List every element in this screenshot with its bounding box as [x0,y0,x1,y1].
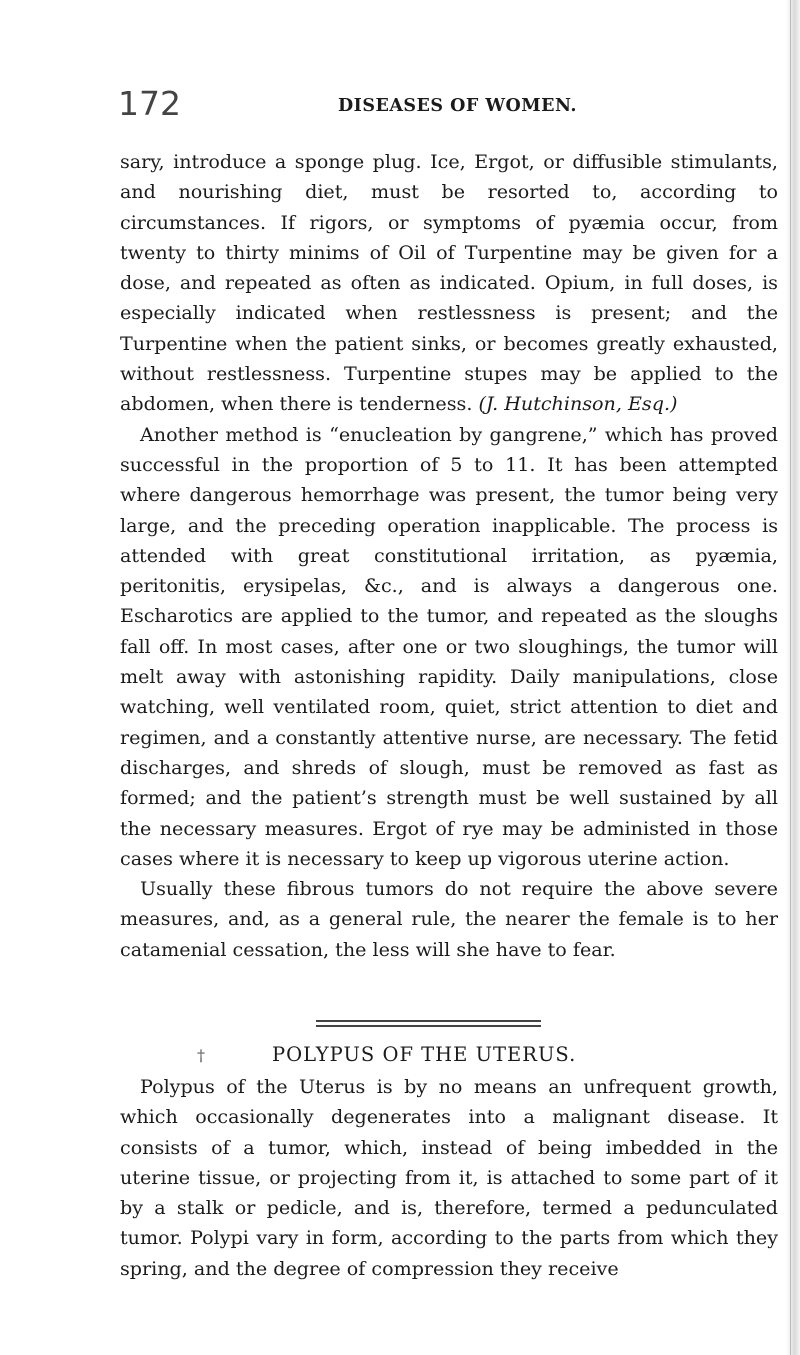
page-edge-shadow [786,0,800,1355]
running-head: DISEASES OF WOMEN. [338,96,577,116]
paragraph-fibrous-tumors: Usually these fibrous tumors do not require the above severe measures, and, as a general rule, the nearer the female is to her catamenial cessation, the less will she have to fear. [120,877,778,961]
section-heading: POLYPUS OF THE UTERUS. [272,1043,577,1066]
page-edge-line [790,0,791,1355]
margin-mark: † [197,1046,205,1065]
section-rule-bottom [316,1025,541,1027]
paragraph-enucleation: Another method is “enucleation by gangrene,” which has proved successful in the proportion of 5 to 11. It has been attempted where dangerous hemorrhage was present, the tumor being very large, and the preceding operation inapplicable. The process is attended with great constitutional irritation, as pyæmia, peritonitis, erysipelas, &c., and is always a dangerous one. Escharotics are applied to the tumor, and repeated as the sloughs fall off. In most cases, after one or two sloughings, the tumor will melt away with astonishing rapidity. Daily manipulations, close watching, well ventilated room, quiet, strict attention to diet and regimen, and a constantly attentive nurse, are necessary. The fetid discharges, and shreds of slough, must be removed as fast as formed; and the patient’s strength must be well sustained by all the necessary measures. Ergot of rye may be administed in those cases where it is necessary to keep up vigorous uterine action. [120,422,778,870]
paragraph-treatment [120,147,778,420]
page-header [118,82,778,126]
paragraph-treatment-text: sary, introduce a sponge plug. Ice, Ergot, or diffusible stimulants, and nourishing diet, must be resorted to, according to circumstances. If rigors, or symptoms of pyæmia occur, from twenty to thirty minims of Oil of Turpentine may be given for a dose, and repeated as often as indicated. Opium, in full doses, is especially indicated when restlessness is present; and the Turpentine when the patient sinks, or becomes greatly exhausted, without restlessness. Turpentine stupes may be applied to the abdomen, when there is tenderness. [120,150,778,416]
section-rule-top [316,1020,541,1022]
citation: (J. Hutchinson, Esq.) [478,392,678,416]
body-text [120,147,778,965]
paragraph-polypus: Polypus of the Uterus is by no means an unfrequent growth, which occasionally degenerates into a malignant disease. It consists of a tumor, which, instead of being imbedded in the uterine tissue, or projecting from it, is attached to some part of it by a stalk or pedicle, and is, therefore, termed a pedunculated tumor. Polypi vary in form, according to the parts from which they spring, and the degree of compression they receive [120,1075,778,1280]
page-number: 172 [118,84,181,123]
section-body [120,1072,778,1284]
